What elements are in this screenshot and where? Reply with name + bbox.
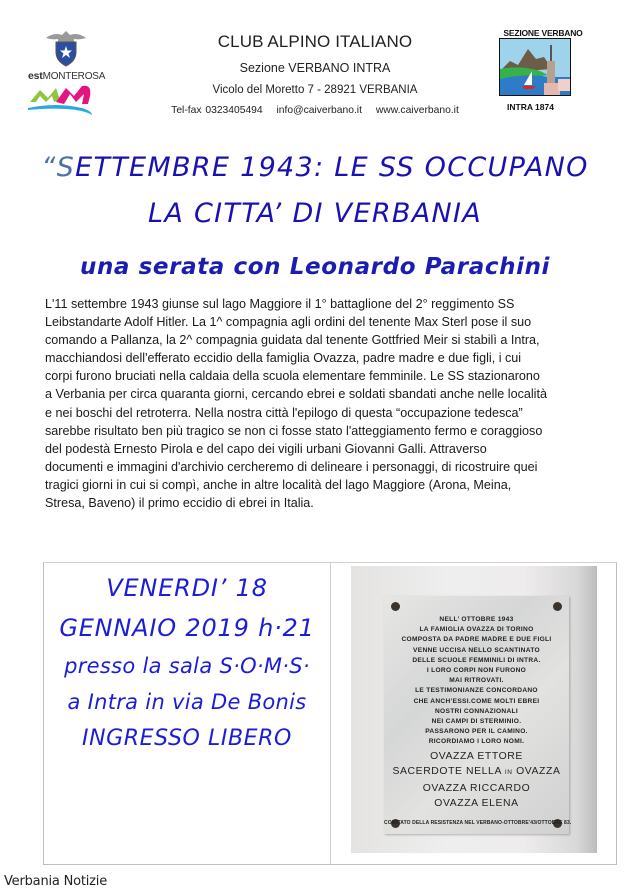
plaque-line: NELL’ OTTOBRE 1943 xyxy=(439,616,514,623)
headline-line-1-text: ETTEMBRE 1943: LE SS OCCUPANO xyxy=(75,152,589,183)
plaque-name-part: SACERDOTE NELLA xyxy=(392,766,505,778)
body-line: macchiandosi dell'efferato eccidio della famiglia Ovazza, padre madre e due figli, i cui xyxy=(45,351,522,366)
plaque-line: LA FAMIGLIA OVAZZA DI TORINO xyxy=(419,626,534,634)
monterosa-text: MONTEROSA xyxy=(42,71,106,82)
body-line: corpi furono bruciati nella caldaia della scuola elementare femminile. Le SS stazionarono xyxy=(45,369,540,384)
est-monterosa-mark-icon xyxy=(26,82,106,116)
event-day: VENERDI’ 18 xyxy=(106,574,268,602)
body-line: Stresa, Baveno) il primo eccidio di ebrei in Italia. xyxy=(45,496,314,511)
plaque-line: LE TESTIMONIANZE CONCORDANO xyxy=(415,687,538,695)
contact-line xyxy=(150,105,480,116)
address: Vicolo del Moretto 7 - 28921 VERBANIA xyxy=(212,84,418,96)
left-logo-group xyxy=(22,28,112,113)
plaque-line: COMPOSTA DA PADRE MADRE E DUE FIGLI xyxy=(401,636,552,644)
plaque-name: OVAZZA ETTORE xyxy=(430,750,523,762)
plaque-inscription xyxy=(384,615,572,826)
est-monterosa-wordmark xyxy=(28,70,105,82)
body-line: tragici giorni in cui si compì, anche in altre località del lago Maggiore (Arona, Meina, xyxy=(45,477,512,492)
plaque-line: NEI CAMPI DI STERMINIO. xyxy=(431,718,522,726)
telfax: Tel-fax 0323405494 xyxy=(171,105,263,116)
body-line: comando a Pallanza, la 2^ compagnia guidata dal tenente Gottfried Meir si stabilì a Intra, xyxy=(45,333,540,348)
header-center xyxy=(150,30,480,116)
logo-bottom-text: INTRA 1874 xyxy=(507,102,554,112)
plaque-line: CHE ANCH’ESSI.COME MOLTI EBREI xyxy=(413,697,540,705)
plaque-footer: COMITATO DELLA RESISTENZA NEL VERBANO-OTTOBRE’43/OTTOBRE 83. xyxy=(384,819,572,826)
body-line: sarebbe risultato ben più tragico se non ci fosse stato l'atteggiamento fermo e coraggioso xyxy=(45,423,543,438)
est-text: est xyxy=(28,70,43,82)
plaque-name-part: IN xyxy=(504,769,513,777)
plaque-line: RICORDIAMO I LORO NOMI. xyxy=(428,738,525,746)
plaque-line: DELLE SCUOLE FEMMINILI DI INTRA. xyxy=(412,656,541,664)
plaque-line: PASSARONO PER IL CAMINO. xyxy=(425,728,528,736)
event-details xyxy=(44,568,330,751)
sezione-verbano-logo xyxy=(495,28,591,112)
email-link[interactable]: info@caiverbano.it xyxy=(276,105,362,116)
organization-title: CLUB ALPINO ITALIANO xyxy=(217,32,413,51)
source-credit: Verbania Notizie xyxy=(4,874,108,889)
event-location: a Intra in via De Bonis xyxy=(67,690,307,714)
body-line: Leibstandarte Adolf Hitler. La 1^ compagnia agli ordini del tenente Max Sterl pose il suo xyxy=(45,315,532,330)
event-venue: presso la sala S·O·M·S· xyxy=(64,654,310,678)
memorial-plaque-photo xyxy=(351,566,597,853)
body-line: a Verbania per circa quaranta giorni, cercando ebrei e soldati sbandati anche nelle località xyxy=(45,387,547,402)
body-paragraph xyxy=(45,295,625,512)
plaque-line: VENNE UCCISA NELLO SCANTINATO xyxy=(413,646,540,654)
plaque-bolt-icon xyxy=(391,602,400,611)
body-line: L'11 settembre 1943 giunse sul lago Maggiore il 1° battaglione del 2° reggimento SS xyxy=(45,297,515,311)
headline-subtitle: una serata con Leonardo Parachini xyxy=(79,254,551,280)
event-date-time: GENNAIO 2019 h·21 xyxy=(59,614,315,642)
plaque-line: NOSTRI CONNAZIONALI xyxy=(435,707,518,715)
headline-line-2: LA CITTA’ DI VERBANIA xyxy=(147,198,483,229)
website-link[interactable]: www.caiverbano.it xyxy=(375,105,459,116)
cai-emblem-icon xyxy=(44,28,88,68)
memorial-plaque xyxy=(384,596,572,834)
event-admission: INGRESSO LIBERO xyxy=(82,726,292,751)
plaque-line: I LORO CORPI NON FURONO xyxy=(426,667,527,675)
plaque-name: OVAZZA ELENA xyxy=(434,798,519,810)
headline-open-quote: “S xyxy=(41,152,76,183)
section-name: Sezione VERBANO INTRA xyxy=(239,61,391,75)
plaque-bolt-icon xyxy=(553,602,562,611)
plaque-name-part: OVAZZA xyxy=(512,766,561,778)
plaque-line: MAI RITROVATI. xyxy=(449,677,504,685)
lake-monument-icon xyxy=(499,38,571,96)
plaque-name xyxy=(384,765,569,780)
logo-top-text: SEZIONE VERBANO xyxy=(503,28,583,38)
headline-line-1 xyxy=(0,152,630,183)
body-line: del podestà Ernesto Pirola e del capo dei vigili urbani Giovanni Galli. Attraverso xyxy=(45,441,487,456)
event-box-divider xyxy=(330,562,331,865)
plaque-name: OVAZZA RICCARDO xyxy=(422,782,531,794)
body-line: documenti e immagini d'archivio cercheremo di delineare i personaggi, di ricostruire quei xyxy=(45,459,538,474)
body-line: e nei boschi del retroterra. Nella nostra città l'epilogo di questa “occupazione tedesca” xyxy=(45,405,523,420)
